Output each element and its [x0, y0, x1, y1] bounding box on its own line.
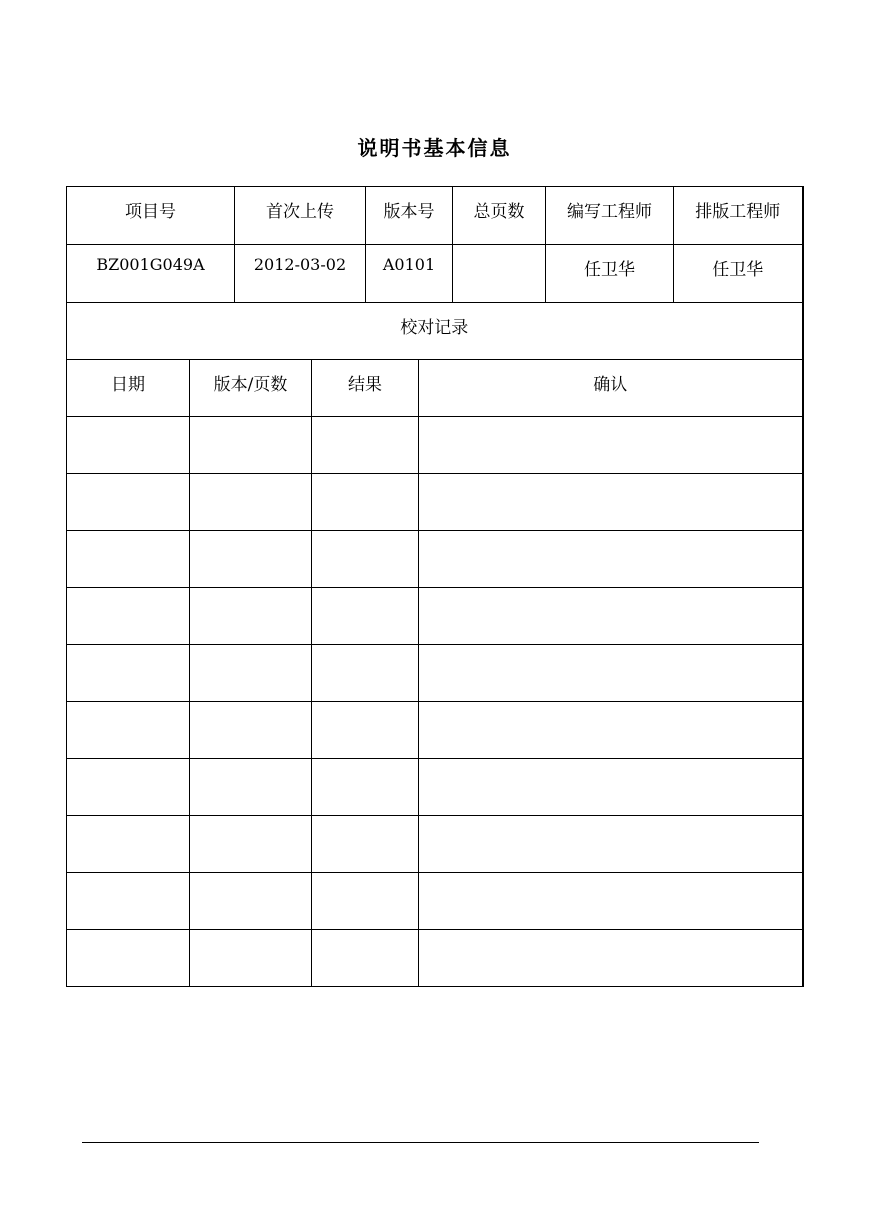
cell-date	[67, 645, 190, 702]
basic-info-table	[66, 186, 804, 303]
cell-version-pages	[190, 588, 312, 645]
review-header-row	[67, 360, 803, 417]
cell-version-pages	[190, 645, 312, 702]
cell-result	[312, 930, 419, 987]
table-row	[67, 645, 803, 702]
cell-version-pages	[190, 417, 312, 474]
value-version-number: A0101	[366, 245, 453, 303]
document-title: 说明书基本信息	[357, 136, 512, 160]
cell-confirm	[419, 930, 803, 987]
cell-date	[67, 930, 190, 987]
cell-result	[312, 474, 419, 531]
cell-date	[67, 417, 190, 474]
cell-date	[67, 759, 190, 816]
table-row	[67, 930, 803, 987]
cell-version-pages	[190, 759, 312, 816]
value-project-number: BZ001G049A	[67, 245, 235, 303]
table-row	[67, 588, 803, 645]
cell-result	[312, 645, 419, 702]
review-section-title: 校对记录	[67, 303, 803, 360]
cell-confirm	[419, 474, 803, 531]
cell-version-pages	[190, 930, 312, 987]
cell-version-pages	[190, 474, 312, 531]
value-writing-engineer: 任卫华	[546, 245, 674, 303]
cell-confirm	[419, 873, 803, 930]
header-version-pages: 版本/页数	[190, 360, 312, 417]
cell-version-pages	[190, 531, 312, 588]
table-row	[67, 531, 803, 588]
cell-result	[312, 588, 419, 645]
cell-confirm	[419, 645, 803, 702]
cell-date	[67, 702, 190, 759]
cell-version-pages	[190, 816, 312, 873]
cell-result	[312, 417, 419, 474]
table-row	[67, 759, 803, 816]
cell-confirm	[419, 417, 803, 474]
cell-confirm	[419, 759, 803, 816]
cell-confirm	[419, 702, 803, 759]
cell-date	[67, 531, 190, 588]
header-date: 日期	[67, 360, 190, 417]
value-first-upload: 2012-03-02	[235, 245, 366, 303]
review-record-table	[66, 302, 804, 987]
header-version-number: 版本号	[366, 187, 453, 245]
cell-date	[67, 474, 190, 531]
header-first-upload: 首次上传	[235, 187, 366, 245]
cell-version-pages	[190, 702, 312, 759]
table-row	[67, 873, 803, 930]
cell-confirm	[419, 816, 803, 873]
header-writing-engineer: 编写工程师	[546, 187, 674, 245]
cell-confirm	[419, 531, 803, 588]
table-row	[67, 702, 803, 759]
cell-result	[312, 702, 419, 759]
cell-confirm	[419, 588, 803, 645]
cell-date	[67, 588, 190, 645]
cell-version-pages	[190, 873, 312, 930]
table-row	[67, 417, 803, 474]
cell-result	[312, 759, 419, 816]
cell-result	[312, 531, 419, 588]
header-project-number: 项目号	[67, 187, 235, 245]
table-row	[67, 816, 803, 873]
table-row	[67, 474, 803, 531]
header-layout-engineer: 排版工程师	[674, 187, 803, 245]
header-total-pages: 总页数	[453, 187, 546, 245]
info-value-row	[67, 245, 803, 303]
cell-date	[67, 816, 190, 873]
cell-result	[312, 873, 419, 930]
footer-divider	[82, 1142, 759, 1143]
header-result: 结果	[312, 360, 419, 417]
cell-date	[67, 873, 190, 930]
header-confirm: 确认	[419, 360, 803, 417]
value-layout-engineer: 任卫华	[674, 245, 803, 303]
review-title-row	[67, 303, 803, 360]
cell-result	[312, 816, 419, 873]
value-total-pages	[453, 245, 546, 303]
info-header-row	[67, 187, 803, 245]
